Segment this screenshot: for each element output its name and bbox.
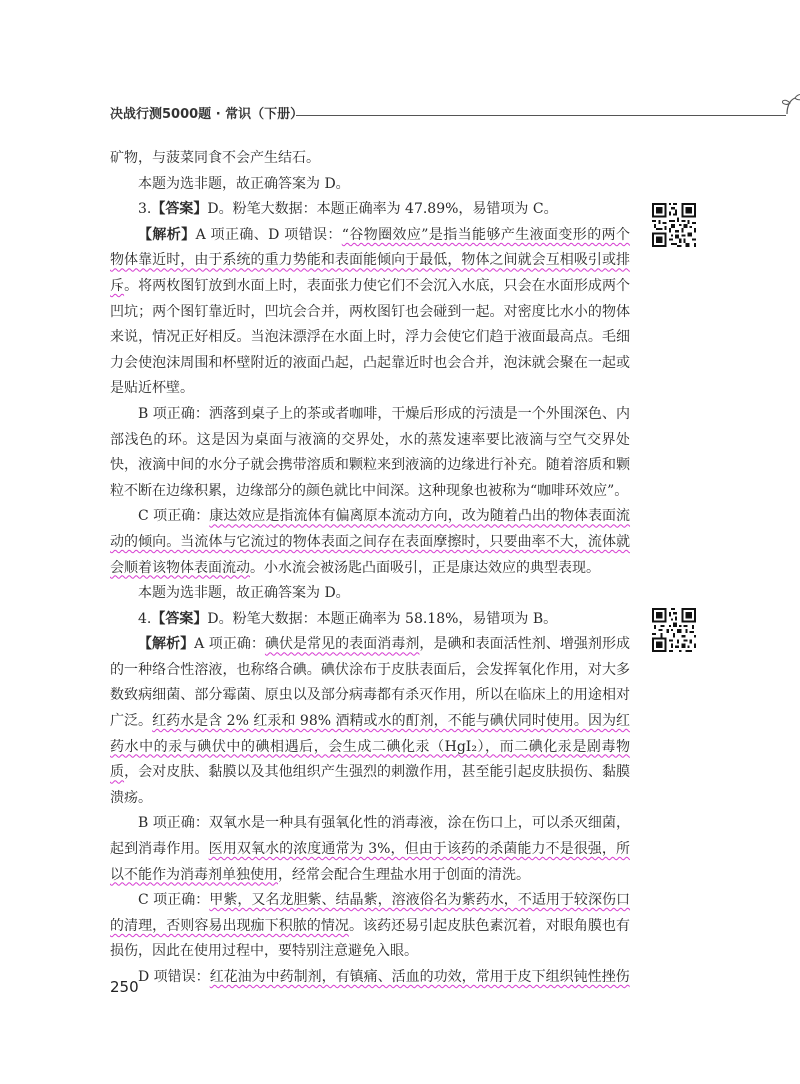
- answer-text: D。粉笔大数据：本题正确率为 47.89%，易错项为 C。: [207, 201, 558, 218]
- analysis-q3-b: B 项正确：洒落到桌子上的茶或者咖啡，干燥后形成的污渍是一个外围深色、内部浅色的环。这是因为桌面与液滴的交界处，水的蒸发速率要比液滴与空气交界处快，液滴中间的水分子就会携带溶质和颗粒来到液滴的边缘进行补充。随着溶质和颗粒不断在边缘积累，边缘部分的颜色就比中间深。这种现象也被称为“咖啡环效应”。: [110, 405, 630, 499]
- body-text: [110, 146, 630, 991]
- analysis-q3-c: [110, 504, 630, 581]
- answer-tag: 【答案】: [151, 201, 208, 218]
- answer-text: D。粉笔大数据：本题正确率为 58.18%，易错项为 B。: [207, 610, 558, 627]
- highlighted-text: 康达效应是指流体有偏离原本流动方向，改为随着凸出的物体表面流动的倾向。当流体与它流过的物体表面之间存在表面摩擦时，只要曲率不大，流体就会顺着该物体表面流动: [110, 508, 631, 576]
- running-header: [110, 106, 710, 126]
- analysis-text: C 项正确：: [138, 892, 210, 909]
- analysis-text: 。将两枚图钉放到水面上时，表面张力使它们不会沉入水底，只会在水面形成两个凹坑；两个图钉靠近时，凹坑会合并，两枚图钉也会碰到一起。对密度比水小的物体来说，情况正好相反。当泡沫漂浮在水面上时，浮力会使它们趋于液面最高点。毛细力会使泡沫周围和杯壁附近的液面凸起，凸起靠近时也会合并，泡沫就会聚在一起或是贴近杯壁。: [110, 277, 631, 397]
- paragraph: 矿物，与菠菜同食不会产生结石。: [110, 150, 320, 166]
- highlighted-text: “谷物圈效应”是指当能够产生液面变形的两个物体靠近时，由于系统的重力势能和表面能倾向于最低，物体之间就会互相吸引或排斥: [110, 226, 630, 294]
- analysis-text: 。该药还易引起皮肤色素沉着，对眼角膜也有损伤，因此在使用过程中，要特别注意避免入眼。: [110, 917, 631, 960]
- analysis-text: C 项正确：: [138, 508, 210, 525]
- answer-tag: 【答案】: [151, 610, 208, 627]
- analysis-tag: 【解析】: [138, 636, 195, 653]
- highlighted-text: 红花油为中药制剂，有镇痛、活血的功效，常用于皮下组织钝性挫伤: [209, 969, 630, 985]
- sprout-icon: [782, 92, 800, 116]
- qr-code-icon[interactable]: [652, 203, 696, 247]
- analysis-text: B 项正确：双氧水是一种具有强氧化性的消毒液，涂在伤口上，可以杀灭细菌，起到消毒作用。: [110, 815, 630, 858]
- highlighted-text: 碘伏是常见的表面消毒剂: [264, 636, 420, 653]
- paragraph: 本题为选非题，故正确答案为 D。: [138, 175, 350, 192]
- page-number: 250: [110, 978, 139, 996]
- highlighted-text: 甲紫，又名龙胆紫、结晶紫，溶液俗名为紫药水，不适用于较深伤口的清理，否则容易出现痂下积脓的情况: [110, 892, 631, 934]
- answer-line-q4: [110, 607, 630, 633]
- qr-code-icon[interactable]: [652, 608, 696, 652]
- analysis-text: A 项正确：: [194, 636, 265, 653]
- analysis-q4-b: [110, 811, 630, 888]
- analysis-text: 。小水流会被汤匙凸面吸引，正是康达效应的典型表现。: [250, 559, 600, 576]
- highlighted-text: 红药水是含 2% 红汞和 98% 酒精或水的酊剂，不能与碘伏同时使用。因为红药水中的汞与碘伏中的碘相遇后，会生成二碘化汞（HgI₂），而二碘化汞是剧毒物质: [110, 713, 630, 781]
- header-title: 决战行测5000题 · 常识（下册）: [110, 107, 304, 122]
- analysis-tag: 【解析】: [138, 226, 196, 243]
- question-number: 4.: [138, 610, 152, 627]
- analysis-q4-a: [110, 632, 630, 811]
- header-rule: [296, 115, 786, 116]
- analysis-text: ，经常会配合生理盐水用于创面的清洗。: [278, 866, 530, 883]
- analysis-q4-d: [110, 965, 630, 991]
- analysis-text: A 项正确、D 项错误：: [195, 226, 342, 243]
- analysis-q3-a: [110, 223, 630, 402]
- analysis-text: D 项错误：: [138, 969, 210, 985]
- question-number: 3.: [138, 201, 152, 218]
- analysis-q4-c: [110, 888, 630, 965]
- highlighted-text: 医用双氧水的浓度通常为 3%，但由于该药的杀菌能力不是很强，所以不能作为消毒剂单独使用: [110, 841, 630, 883]
- analysis-text: ，会对皮肤、黏膜以及其他组织产生强烈的刺激作用，甚至能引起皮肤损伤、黏膜溃疡。: [110, 764, 631, 806]
- answer-line-q3: [110, 197, 630, 223]
- analysis-text: ，是碘和表面活性剂、增强剂形成的一种络合性溶液，也称络合碘。碘伏涂布于皮肤表面后，会发挥氧化作用，对大多数致病细菌、部分霉菌、原虫以及部分病毒都有杀灭作用，所以在临床上的用途相对广泛。: [110, 636, 631, 730]
- conclusion-q3: 本题为选非题，故正确答案为 D。: [138, 585, 350, 602]
